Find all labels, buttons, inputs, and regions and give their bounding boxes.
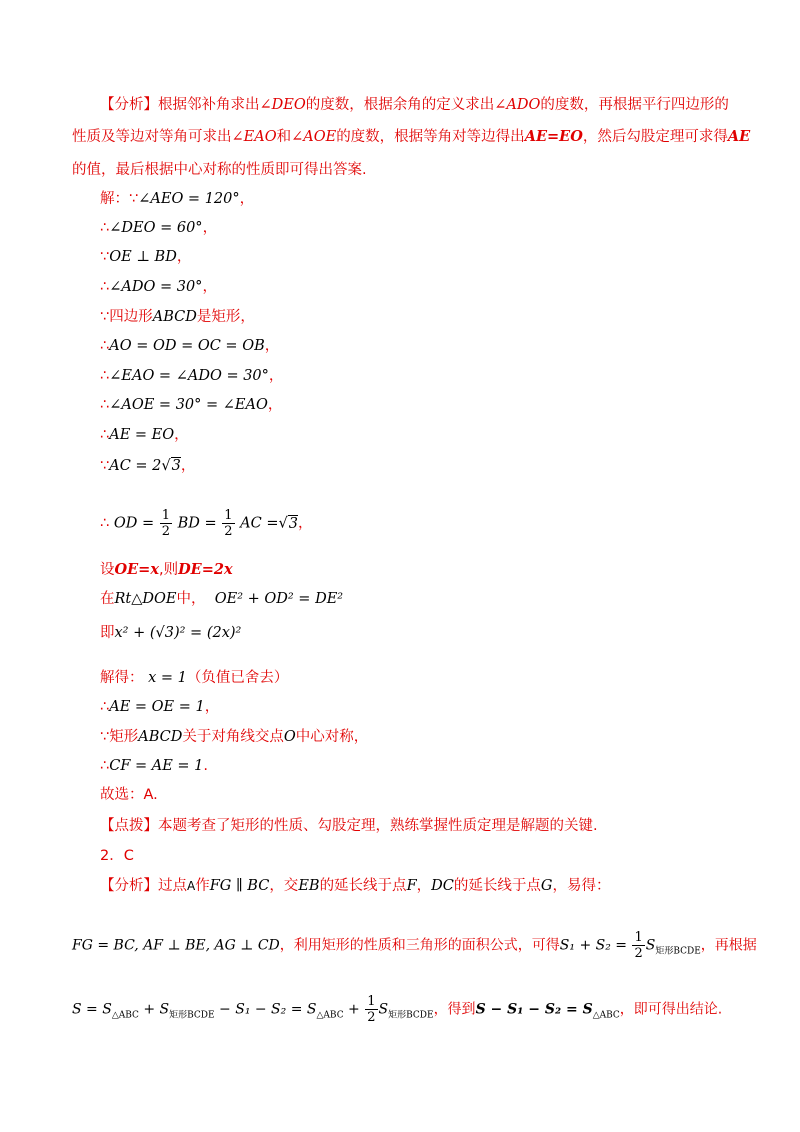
fraction-half-2: $\frac{1}{2}$ xyxy=(224,508,233,539)
fraction-half-1: $\frac{1}{2}$ xyxy=(161,508,171,539)
question-2-label: 2．C xyxy=(100,848,134,864)
step-2: ∴∠DEO = 60°， xyxy=(100,220,218,236)
analysis-line-3: 的值，最后根据中心对称的性质即可得出答案. xyxy=(72,162,367,178)
step-18: ∴CF = AE = 1. xyxy=(100,758,209,774)
step-16: ∴AE = OE = 1， xyxy=(100,699,220,715)
analysis-line-2: 性质及等边对等角可求出∠EAO和∠AOE的度数，根据等角对等边得出AE=EO，然后勾股定理可求得AE xyxy=(72,128,751,145)
step-5: ∵四边形ABCD是矩形， xyxy=(100,309,255,325)
step-1: 解：∵∠AEO = 120°， xyxy=(100,191,255,207)
step-10: ∵AC = 2√3， xyxy=(100,458,196,474)
step-13: 在Rt△DOE中， OE² + OD² = DE² xyxy=(100,591,344,607)
step-11: ∴ OD = $\frac{1}{2}$ BD = $\frac{1}{2}$ AC =√3， xyxy=(100,508,313,539)
step-7: ∴∠EAO = ∠ADO = 30°， xyxy=(100,368,284,384)
step-15: 解得： x = 1（负值已舍去） xyxy=(100,670,289,686)
step-14: 即x² + (√3)² = (2x)² xyxy=(100,625,242,641)
step-17: ∵矩形ABCD关于对角线交点O中心对称， xyxy=(100,729,369,745)
step-8: ∴∠AOE = 30° = ∠EAO， xyxy=(100,397,283,413)
comment-line: 【点拨】本题考查了矩形的性质、勾股定理，熟练掌握性质定理是解题的关键. xyxy=(100,818,598,834)
fraction-half-3: $\frac{1}{2}$ xyxy=(634,930,643,961)
analysis-line-1: 【分析】根据邻补角求出∠DEO的度数，根据余角的定义求出∠ADO的度数，再根据平行四边形的 xyxy=(100,97,729,113)
analysis2-line-1: 【分析】过点A作FG ∥ BC，交EB的延长线于点F，DC的延长线于点G，易得： xyxy=(100,878,611,894)
analysis2-line-3: $S = S_{\triangle ABC} + S_{矩形BCDE} - S_1 - S_2 = S_{\triangle ABC}$ + $\frac{1}{2}$ $S_{矩形BCDE}$，得到$S - S_1 - S_2 = S_{\triangle ABC}$，即可得出结论. xyxy=(72,994,723,1025)
step-6: ∴AO = OD = OC = OB， xyxy=(100,338,280,354)
step-12: 设OE=x,则DE=2x xyxy=(100,561,233,578)
analysis2-line-2: FG = BC, AF ⊥ BE, AG ⊥ CD，利用矩形的性质和三角形的面积公式，可得S₁ + S₂ = $\frac{1}{2}$ $S_{矩形BCDE}$，再根据 xyxy=(72,930,757,961)
answer-line: 故选：A. xyxy=(100,787,158,803)
fraction-half-4: $\frac{1}{2}$ xyxy=(367,994,376,1025)
step-4: ∴∠ADO = 30°， xyxy=(100,279,217,295)
step-9: ∴AE = EO， xyxy=(100,427,189,443)
step-3: ∵OE ⊥ BD， xyxy=(100,249,192,265)
